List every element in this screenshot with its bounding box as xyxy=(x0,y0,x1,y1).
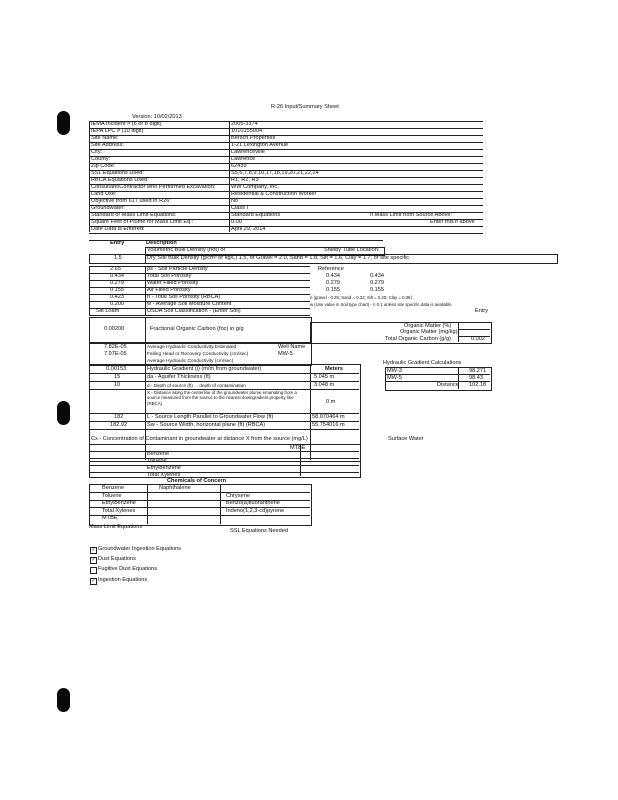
param-entry[interactable]: 0.423 xyxy=(110,294,124,300)
foc-desc: Fractional Organic Carbon (foc) in g/g xyxy=(150,326,244,332)
hydraulic-extra: Well Name xyxy=(278,344,306,350)
version-label: Version: 10/02/2013 xyxy=(132,114,182,120)
site-info-value[interactable]: Lawrenceville xyxy=(231,149,265,155)
equation-checkbox[interactable]: ✓ xyxy=(91,578,96,584)
site-info-label: Site Address: xyxy=(91,142,124,148)
param-entry[interactable]: 0.200 xyxy=(110,301,124,307)
chemical-col3: Chrysene xyxy=(226,492,250,499)
hydraulic-desc: Falling Head or Recovery Conductivity (cm/sec) xyxy=(147,352,249,357)
concentration-chemical: Toluene xyxy=(147,458,167,464)
source-length-desc: L - Source Length Parallel to Groundwater Flow (ft) xyxy=(147,414,274,420)
gradient-desc: Hydraulic Gradient (i) (m/m from groundwater) xyxy=(147,366,262,372)
source-width-entry[interactable]: 182.92 xyxy=(110,422,128,428)
site-info-note: If Mass Limit from Source Above: xyxy=(370,212,453,218)
page-title: R-26 Input/Summary Sheet xyxy=(271,104,339,110)
param-reference: n (gravel - 0.25; Sand = 0.32; Silt = 0.40; Clay = 0.36) xyxy=(310,295,412,300)
punch-hole-middle xyxy=(57,401,70,425)
source-length-entry[interactable]: 182 xyxy=(114,414,124,420)
site-info-label: Consultant/Contractor who Performed Excavation: xyxy=(91,184,216,190)
site-info-value[interactable]: 1-21 Lexington Avenue xyxy=(231,142,289,148)
equation-checkbox-label: Fugitive Dust Equations xyxy=(98,566,158,572)
volumetric-label: Volumetric Bulk Density (not) or xyxy=(147,247,226,253)
gradient-entry[interactable]: 0.00153 xyxy=(106,366,127,372)
equation-checkbox[interactable] xyxy=(90,567,97,574)
reference-label: Reference xyxy=(318,266,344,272)
shelby-label: Shelby Tube Location: xyxy=(324,247,380,253)
organic-matter-label: Organic Matter (%) xyxy=(404,323,452,329)
surface-water-label: Surface Water xyxy=(388,436,424,442)
param-reference: 0.279 xyxy=(326,280,340,286)
param-desc: Air Filled Porosity xyxy=(147,287,191,293)
chemical-col2: Naphthalene xyxy=(159,485,191,491)
param-reference: 0.434 xyxy=(326,273,340,279)
distance-x-desc: X - Distance along the centerline of the groundwater plume emanating from a source measured from the source to the nearest downgradient property line (RBCA) xyxy=(147,390,297,406)
site-info-label: County: xyxy=(91,156,111,162)
chemical-col3: Indeno(1,2,3-cd)pyrene xyxy=(226,507,285,514)
aquifer-thickness-entry[interactable]: 15 xyxy=(114,374,121,380)
param-desc: USDA Soil Classification - (Enter Soil) xyxy=(147,308,241,314)
hydraulic-extra: MW-5 xyxy=(278,351,293,357)
punch-hole-top xyxy=(57,111,70,135)
site-info-value[interactable]: 0.00 xyxy=(231,219,242,225)
param-reference: w (Use value in Soil type chart) - n 0.1 unless site specific data is available xyxy=(310,302,452,307)
concentration-chemical: Benzene xyxy=(147,451,170,457)
param-desc: n - Total Soil Porosity (RBCA) xyxy=(147,294,221,300)
distance-x-m: 0 m xyxy=(326,399,336,405)
gradient-well: MW-3 xyxy=(387,368,402,374)
concentration-chemical: Total Xylenes xyxy=(147,472,181,478)
site-info-label: Objective from 617 used in R26: xyxy=(91,198,171,204)
aquifer-thickness-m: 5.045 m xyxy=(314,374,335,380)
site-info-label: IEMA Incident # (6 or 8 digit) xyxy=(91,121,162,127)
chemical-col1: Ethylbenzene xyxy=(102,500,136,507)
site-info-label: SSL Equations Used: xyxy=(91,170,144,176)
param-entry[interactable]: 0.155 xyxy=(110,287,124,293)
site-info-value[interactable]: 62439 xyxy=(231,163,247,169)
source-length-m: 58.070464 m xyxy=(312,414,345,420)
chemical-col3: Benzo(a)fluoranthene xyxy=(226,500,280,507)
concentration-chemical: Ethylbenzene xyxy=(147,465,181,471)
mtbe-label: MTBE xyxy=(290,445,306,451)
toc-label: Total Organic Carbon (g/g) xyxy=(385,336,451,342)
hydraulic-desc: Average Hydraulic Conductivity Estimated xyxy=(147,345,237,350)
equation-checkbox[interactable]: ✓ xyxy=(91,557,96,563)
equation-checkbox-label: Ingestion Equations xyxy=(98,577,148,583)
site-info-value[interactable]: S5,6,7,8,9,10,17,18,19,20,21,22,24 xyxy=(231,170,319,176)
gradient-header: Hydraulic Gradient Calculations xyxy=(383,360,462,366)
gradient-value[interactable]: 98.271 xyxy=(469,368,487,374)
bulk-density-entry[interactable]: 1.5 xyxy=(114,255,122,261)
meters-label: Meters xyxy=(325,366,344,372)
toc-value[interactable]: 0.002 xyxy=(471,336,485,342)
equation-checkbox[interactable]: ✓ xyxy=(91,547,96,553)
aquifer-thickness-desc: da - Aquifer Thickness (ft) xyxy=(147,374,211,380)
param-reference: Entry xyxy=(475,308,489,314)
param-entry[interactable]: 0.279 xyxy=(110,280,124,286)
organic-water-label: Organic Matter (mg/kg) xyxy=(400,329,458,335)
source-width-desc: Sw - Source Width, horizontal plane (ft) (RBCA) xyxy=(147,422,266,428)
hydraulic-entry[interactable]: 7.82E-05 xyxy=(104,344,127,350)
param-desc: ρs - Soil Particle Density xyxy=(147,266,208,272)
gradient-value[interactable]: 98.43 xyxy=(469,375,483,381)
foc-entry[interactable]: 0.00200 xyxy=(104,326,125,332)
param-entry[interactable]: 0.434 xyxy=(110,273,124,279)
param-reference: 0.155 xyxy=(326,287,340,293)
hydraulic-desc: Average Hydraulic Conductivity (cm/sec) xyxy=(147,359,234,364)
param-desc: Total Soil Porosity xyxy=(147,273,192,279)
entry-header: Entry xyxy=(110,240,125,246)
chemical-col1: Total Xylenes xyxy=(102,507,136,514)
site-info-label: Land Use: xyxy=(91,191,117,197)
source-width-m: 55.754016 m xyxy=(312,422,345,428)
site-info-label: Square Feet of Plume for Mass Limit Eq.: xyxy=(91,219,194,225)
site-info-value[interactable]: No xyxy=(231,198,239,204)
site-info-value[interactable]: R1, R2, R3 xyxy=(231,177,259,183)
site-info-value[interactable]: WW Company, Inc. xyxy=(231,184,279,190)
equation-checkbox-label: Dust Equations xyxy=(98,556,136,562)
site-info-label: City: xyxy=(91,149,103,155)
gradient-well: Distance xyxy=(437,382,459,388)
param-reference-2: 0.279 xyxy=(370,280,384,286)
site-info-label: RBCA Equations Used: xyxy=(91,177,149,183)
chemical-col1: Benzene xyxy=(102,485,125,491)
site-info-value[interactable]: 2005-3374 xyxy=(231,121,258,127)
param-desc: w - Average Soil Moisture Content xyxy=(147,301,232,307)
site-info-value[interactable]: Standard Equations xyxy=(231,212,281,218)
chemicals-header: Chemicals of Concern xyxy=(167,478,227,484)
equation-checkbox-label: Groundwater Ingestion Equations xyxy=(98,546,182,552)
punch-hole-bottom xyxy=(57,688,70,712)
chemical-col1: Toluene xyxy=(102,492,122,499)
mass-limit-label: Mass Limit Equations xyxy=(89,524,143,530)
site-info-value[interactable]: 1010155004 xyxy=(231,128,263,134)
site-info-value[interactable]: Residential & Construction Worker xyxy=(231,191,317,197)
source-depth-entry[interactable]: 10 xyxy=(114,382,121,388)
chemical-col1: MTBE xyxy=(102,515,118,522)
site-info-value[interactable]: Class I xyxy=(231,205,249,211)
site-info-label: Zip Code: xyxy=(91,163,116,169)
param-entry[interactable]: 2.65 xyxy=(110,266,121,272)
site-info-label: Date Data is Entered: xyxy=(91,226,145,232)
site-info-label: Standard or Mass Limit Equations: xyxy=(91,212,177,218)
ssl-needed-label: SSL Equations Needed xyxy=(230,528,288,534)
param-reference-2: 0.155 xyxy=(370,287,384,293)
param-desc: Water Filled Porosity xyxy=(147,280,199,286)
bulk-density-desc: Dry Soil Bulk Density (g/cm³ or kg/L) 1.5, or Gravel = 2.0, Sand = 1.8, Silt = 1.6, Clay = 1.7, or site specific xyxy=(147,255,410,261)
site-info-value[interactable]: Bersch Properties xyxy=(231,135,276,141)
gradient-value[interactable]: 102.18 xyxy=(469,382,487,388)
site-info-label: Site Name: xyxy=(91,135,119,141)
param-reference-2: 0.434 xyxy=(370,273,384,279)
description-header: Description xyxy=(146,240,177,246)
site-info-label: IEPA LPC # (10 digit) xyxy=(91,128,144,134)
concentration-header: Cx - Concentration of Contaminant in groundwater at distance X from the source (mg/L) xyxy=(91,436,308,442)
site-info-value[interactable]: April 29, 2014 xyxy=(231,226,266,232)
source-depth-desc: d - Depth of source (ft) ... depth of contamination xyxy=(147,383,246,388)
source-depth-m: 3.048 m xyxy=(314,382,335,388)
site-info-note: Enter this if above xyxy=(430,219,475,225)
param-entry[interactable]: Silt Loam xyxy=(96,308,120,314)
hydraulic-entry[interactable]: 7.97E-05 xyxy=(104,351,127,357)
gradient-well: MW-5 xyxy=(387,375,402,381)
site-info-value[interactable]: Lawrence xyxy=(231,156,256,162)
site-info-label: Groundwater: xyxy=(91,205,125,211)
